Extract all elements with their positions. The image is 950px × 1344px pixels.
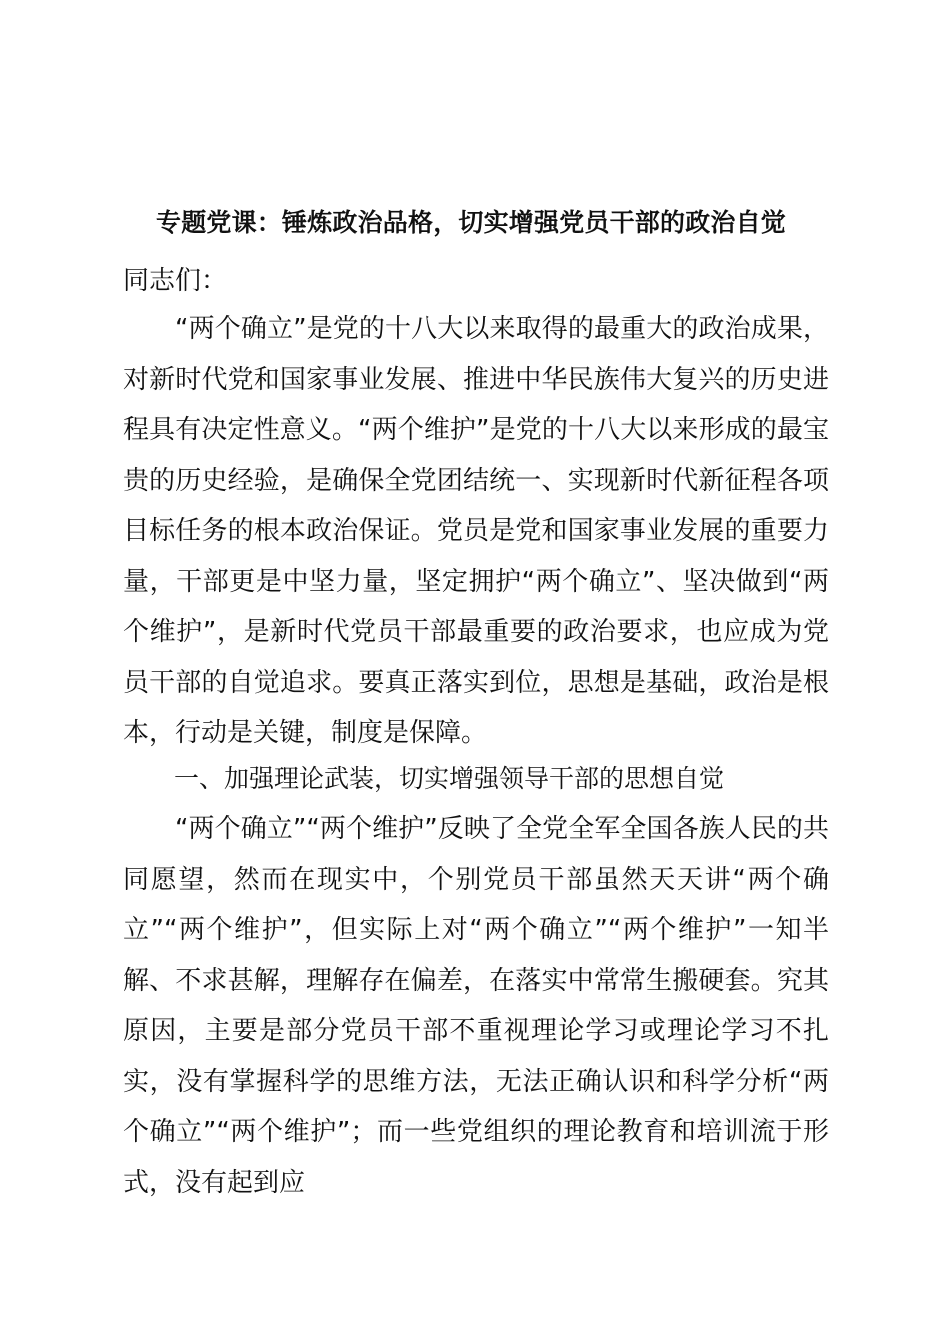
document-title: 专题党课：锤炼政治品格，切实增强党员干部的政治自觉 — [156, 208, 787, 237]
section-heading-1: 一、加强理论武装，切实增强领导干部的思想自觉 — [174, 764, 725, 793]
paragraph-section-1: “两个确立”“两个维护”反映了全党全军全国各族人民的共同愿望，然而在现实中，个别党员干部虽然天天讲“两个确立”“两个维护”，但实际上对“两个确立”“两个维护”一知半解、不求甚解，理解存在偏差，在落实中常常生搬硬套。究其原因，主要是部分党员干部不重视理论学习或理论学习不扎实，没有掌握科学的思维方法，无法正确认识和科学分析“两个确立”“两个维护”；而一些党组织的理论教育和培训流于形式，没有起到应 — [123, 814, 829, 1198]
salutation: 同志们： — [123, 266, 228, 296]
paragraph-intro: “两个确立”是党的十八大以来取得的最重大的政治成果，对新时代党和国家事业发展、推进中华民族伟大复兴的历史进程具有决定性意义。“两个维护”是党的十八大以来形成的最宝贵的历史经验，是确保全党团结统一、实现新时代新征程各项目标任务的根本政治保证。党员是党和国家事业发展的重要力量，干部更是中坚力量，坚定拥护“两个确立”、坚决做到“两个维护”，是新时代党员干部最重要的政治要求，也应成为党员干部的自觉追求。要真正落实到位，思想是基础，政治是根本，行动是关键，制度是保障。 — [123, 314, 829, 748]
